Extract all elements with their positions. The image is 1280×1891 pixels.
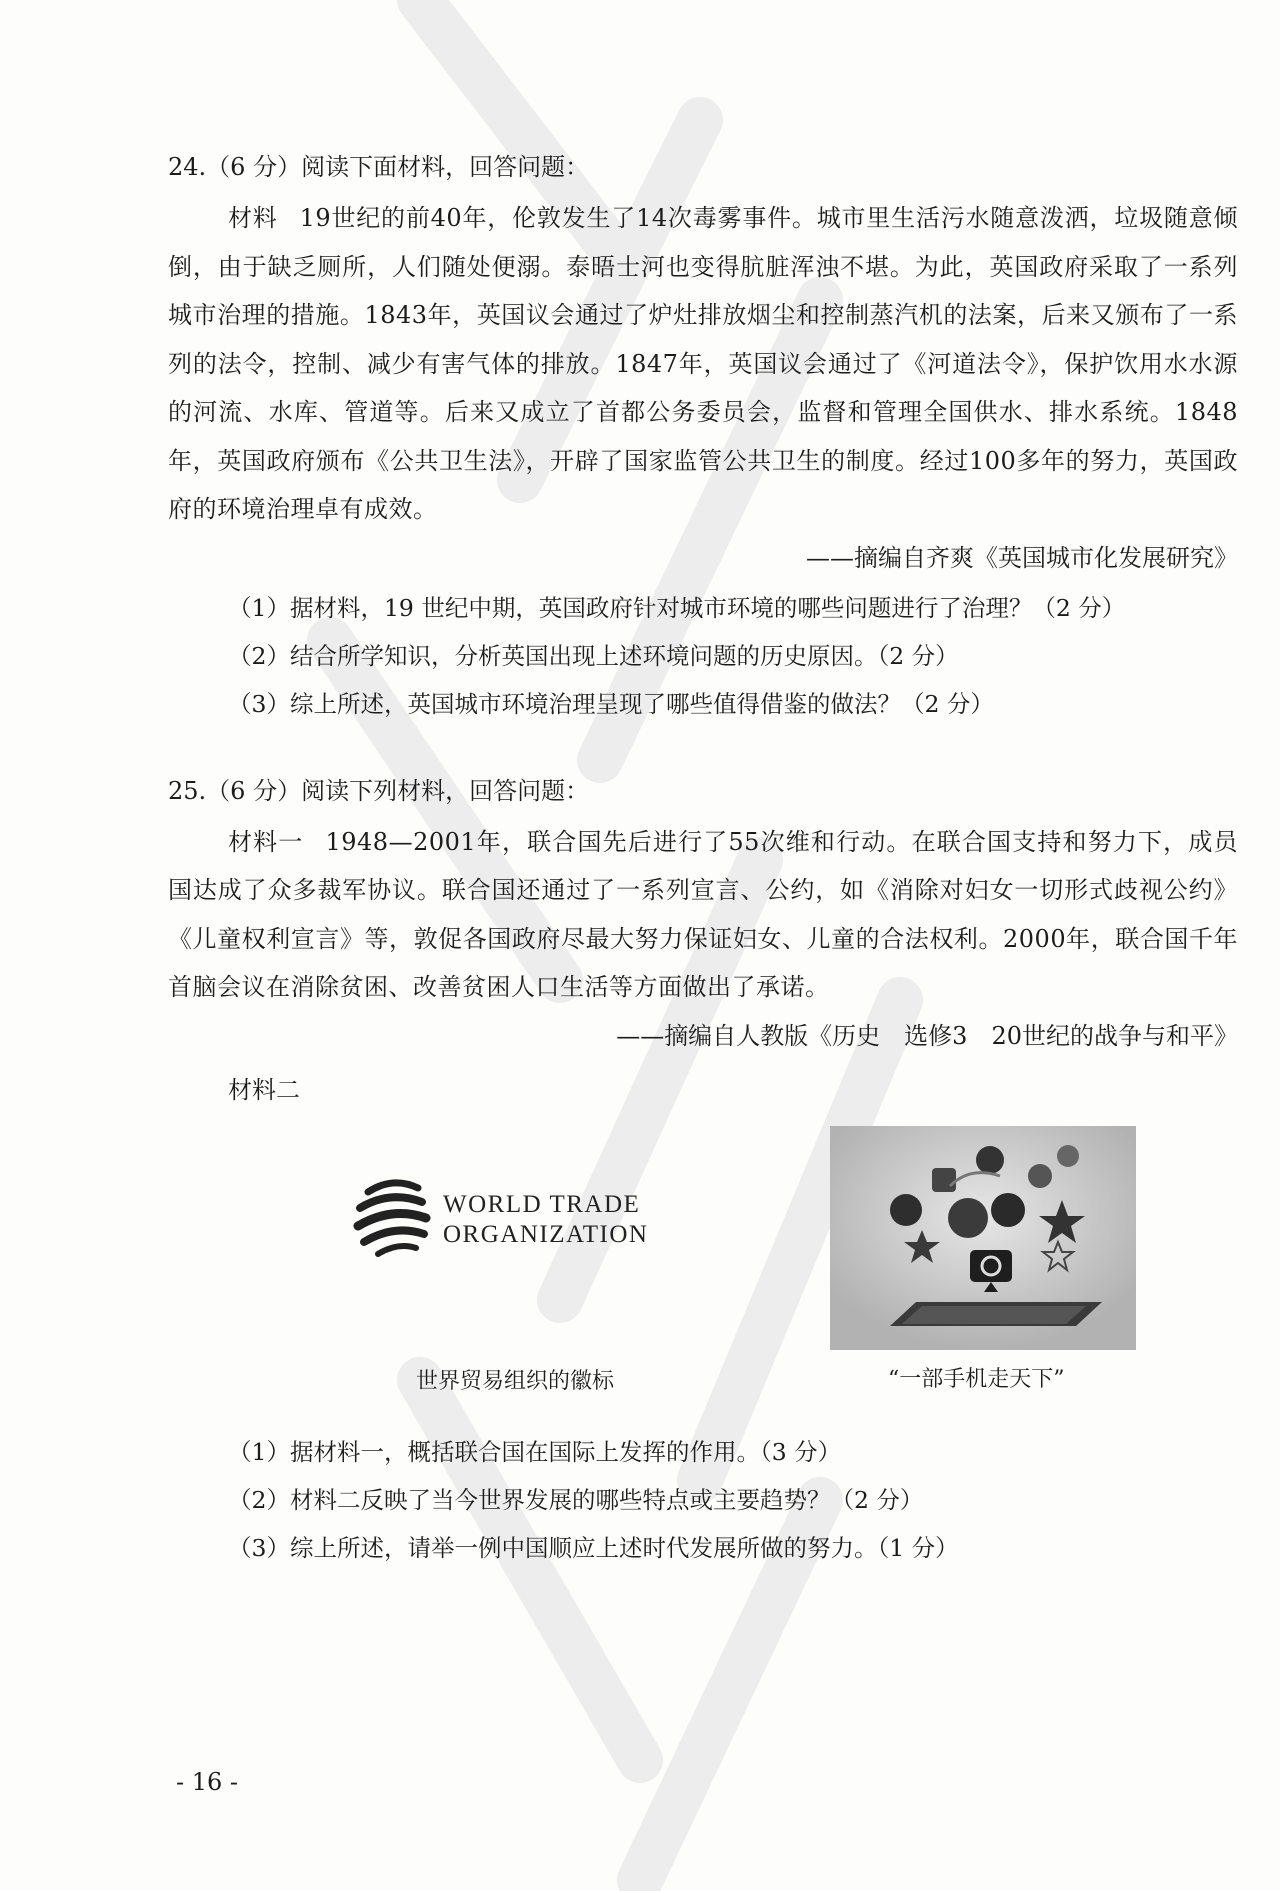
- q24-material: [168, 194, 1238, 534]
- exam-page: [168, 150, 1238, 1572]
- q25-subquestion-2: （2）材料二反映了当今世界发展的哪些特点或主要趋势？（2 分）: [228, 1485, 924, 1514]
- q24-subquestion-2: （2）结合所学知识，分析英国出现上述环境问题的历史原因。（2 分）: [228, 641, 959, 670]
- q24-material-text: 19世纪的前40年，伦敦发生了14次毒雾事件。城市里生活污水随意泼洒，垃圾随意倾倒，由于缺乏厕所，人们随处便溺。泰晤士河也变得肮脏浑浊不堪。为此，英国政府采取了一系列城市治理的措施。1843年，英国议会通过了炉灶排放烟尘和控制蒸汽机的法案，后来又颁布了一系列的法令，控制、减少有害气体的排放。1847年，英国议会通过了《河道法令》，保护饮用水水源的河流、水库、管道等。后来又成立了首都公务委员会，监督和管理全国供水、排水系统。1848年，英国政府颁布《公共卫生法》，开辟了国家监管公共卫生的制度。经过100多年的努力，英国政府的环境治理卓有成效。: [168, 204, 1239, 523]
- wto-logo-line2: ORGANIZATION: [443, 1220, 649, 1248]
- question-25-title: 25.（6 分）阅读下列材料，回答问题：: [168, 776, 590, 805]
- camera-icon: [970, 1250, 1012, 1282]
- q25-material1-text: 1948—2001年，联合国先后进行了55次维和行动。在联合国支持和努力下，成员国达成了众多裁军协议。联合国还通过了一系列宣言、公约，如《消除对妇女一切形式歧视公约》《儿童权利宣言》等，敦促各国政府尽最大努力保证妇女、儿童的合法权利。2000年，联合国千年首脑会议在消除贫困、改善贫困人口生活等方面做出了承诺。: [168, 827, 1238, 1001]
- q24-source: ——摘编自齐爽《英国城市化发展研究》: [806, 543, 1238, 572]
- question-24-title: 24.（6 分）阅读下面材料，回答问题：: [168, 153, 590, 181]
- q25-subquestion-1: （1）据材料一，概括联合国在国际上发挥的作用。（3 分）: [228, 1437, 842, 1466]
- q25-material2-label: 材料二: [228, 1075, 300, 1104]
- q24-subquestion-1: （1）据材料，19 世纪中期，英国政府针对城市环境的哪些问题进行了治理？（2 分）: [228, 593, 1126, 622]
- q25-material-1: [168, 818, 1238, 1012]
- page-number: - 16 -: [176, 1768, 239, 1796]
- q24-material-label: 材料: [228, 204, 278, 232]
- figures: [168, 1114, 1238, 1414]
- phone-caption: “一部手机走天下”: [888, 1366, 1065, 1392]
- wto-logo-line1: WORLD TRADE: [443, 1190, 641, 1218]
- wto-caption: 世界贸易组织的徽标: [416, 1368, 615, 1394]
- q25-subquestion-3: （3）综上所述，请举一例中国顺应上述时代发展所做的努力。（1 分）: [228, 1533, 959, 1562]
- wto-logo: [348, 1170, 718, 1260]
- phone-illustration: [830, 1126, 1136, 1350]
- q25-source: ——摘编自人教版《历史 选修3 20世纪的战争与和平》: [616, 1021, 1238, 1050]
- q25-material1-label: 材料一: [228, 827, 304, 856]
- wto-emblem-icon: [358, 1182, 426, 1253]
- q24-subquestion-3: （3）综上所述，英国城市环境治理呈现了哪些值得借鉴的做法？（2 分）: [228, 689, 994, 718]
